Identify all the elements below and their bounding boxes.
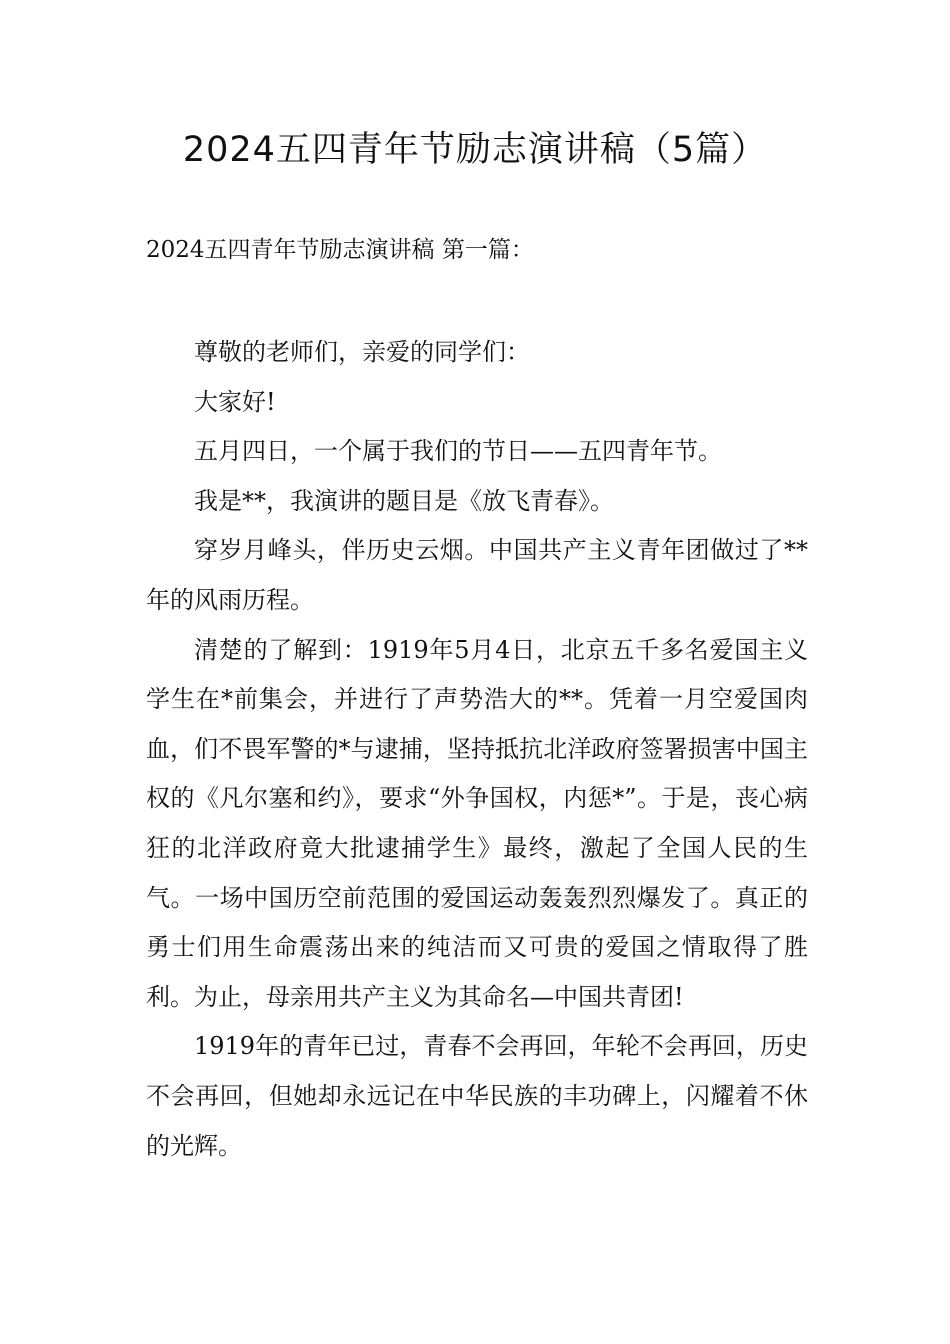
greeting-paragraph: 大家好! <box>194 387 276 416</box>
document-title: 2024五四青年节励志演讲稿（5篇） <box>182 130 768 170</box>
body-paragraph: 清楚的了解到：1919年5月4日，北京五千多名爱国主义学生在*前集会，并进行了声势浩大的**。凭着一月空爱国肉血，们不畏军警的*与逮捕，坚持抵抗北洋政府签署损害中国主权的《凡尔塞和约》，要求“外争国权，内惩*”。于是，丧心病狂的北洋政府竟大批逮捕学生》最终，激起了全国人民的生气。一场中国历空前范围的爱国运动轰轰烈烈爆发了。真正的勇士们用生命震荡出来的纯洁而又可贵的爱国之情取得了胜利。为止，母亲用共产主义为其命名—中国共青团! <box>146 635 808 1011</box>
salutation-paragraph: 尊敬的老师们，亲爱的同学们： <box>194 338 530 366</box>
document-body <box>146 328 808 1171</box>
body-paragraph: 五月四日，一个属于我们的节日——五四青年节。 <box>194 437 722 466</box>
body-paragraph: 我是**，我演讲的题目是《放飞青春》。 <box>194 486 614 515</box>
body-paragraph: 穿岁月峰头，伴历史云烟。中国共产主义青年团做过了**年的风雨历程。 <box>146 536 808 614</box>
body-paragraph: 1919年的青年已过，青春不会再回，年轮不会再回，历史不会再回，但她却永远记在中华民族的丰功碑上，闪耀着不休的光辉。 <box>146 1032 808 1160</box>
section-heading: 2024五四青年节励志演讲稿 第一篇： <box>146 237 534 263</box>
